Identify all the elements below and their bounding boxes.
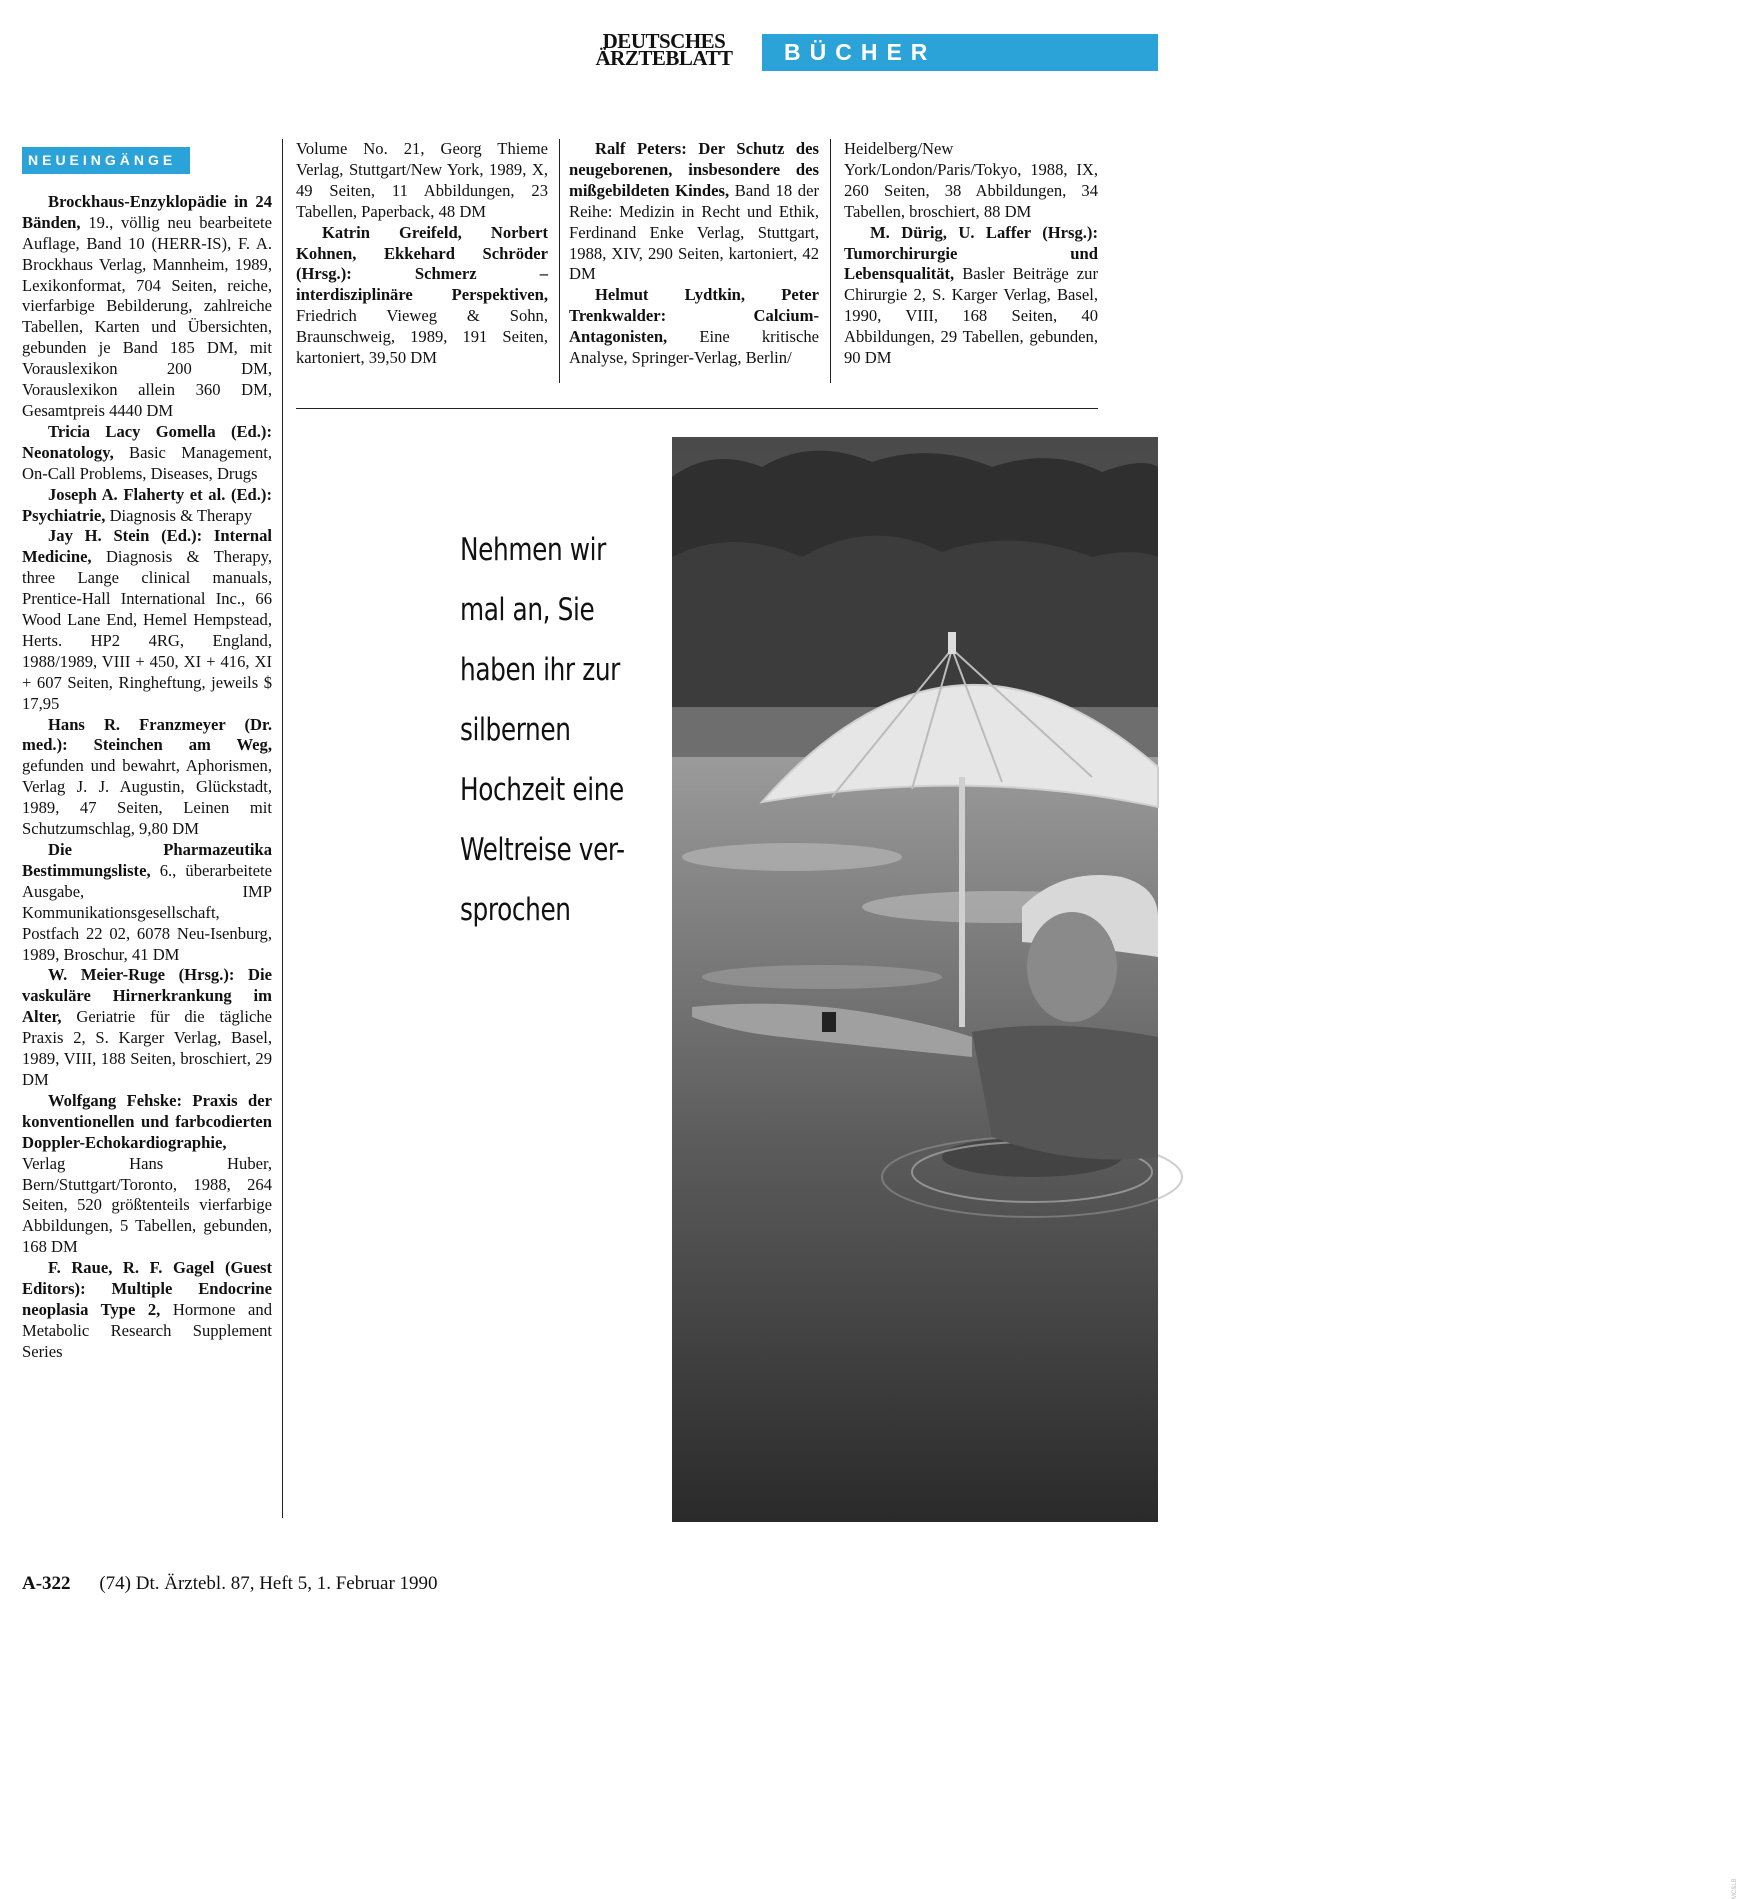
book-entry [22,422,272,485]
ad-line: Weltreise ver- [460,832,625,868]
book-title: M. Dürig, U. Laffer (Hrsg.): Tumorchirurgie und Lebensqualität, [844,222,1098,284]
section-divider [296,408,1098,409]
ad-line: Hochzeit eine [460,772,624,808]
continued-entry: Heidelberg/New York/London/Paris/Tokyo, 1988, IX, 260 Seiten, 38 Abbildungen, 34 Tabellen, broschiert, 88 DM [844,139,1098,221]
book-title: Die Pharmazeutika Bestimmungsliste, [22,840,272,880]
book-details: Hormone and Metabolic Research Supplement Series [22,1299,272,1361]
column-1 [22,147,272,1363]
masthead-logo [578,29,750,70]
book-title: Joseph A. Flaherty et al. (Ed.): Psychiatrie, [22,484,272,525]
book-entry [569,139,819,285]
book-title: Helmut Lydtkin, Peter Trenkwalder: Calcium-Antagonisten, [569,285,819,347]
book-details: Friedrich Vieweg & Sohn, Braunschweig, 1989, 191 Seiten, kartoniert, 39,50 DM [296,306,548,368]
book-details: Verlag Hans Huber, Bern/Stuttgart/Toronto, 1988, 264 Seiten, 520 größtenteils vierfarbige Abbildungen, 5 Tabellen, gebunden, 168 DM [22,1153,272,1257]
advertisement-photo [672,437,1738,1899]
book-entry [22,485,272,527]
ad-line: haben ihr zur [460,652,620,688]
book-title: Wolfgang Fehske: Praxis der konventionellen und farbcodierten Doppler-Echokardiographie, [22,1090,272,1152]
book-details: 6., überarbeitete Ausgabe, IMP Kommunikationsgesellschaft, Postfach 22 02, 6078 Neu-Isenburg, 1989, Broschur, 41 DM [22,860,272,964]
book-details: Basic Management, On-Call Problems, Diseases, Drugs [22,442,272,483]
ad-line: mal an, Sie [460,592,595,628]
photo-credit: MC&LB [1732,1878,1738,1899]
book-title: W. Meier-Ruge (Hrsg.): Die vaskuläre Hirnerkrankung im Alter, [22,965,272,1027]
section-tag: NEUEINGÄNGE [22,147,190,174]
entry-list [296,223,548,369]
masthead-line1: DEUTSCHES [602,29,726,53]
section-title-bar: BÜCHER [762,34,1158,71]
page-footer [22,1573,438,1595]
page-number: A-322 [22,1573,71,1594]
book-title: F. Raue, R. F. Gagel (Guest Editors): Multiple Endocrine neoplasia Type 2, [22,1258,272,1319]
ad-line: silbernen [460,712,571,748]
book-details: Band 18 der Reihe: Medizin in Recht und Ethik, Ferdinand Enke Verlag, Stuttgart, 1988, XIV, 290 Seiten, kartoniert, 42 DM [569,180,819,284]
book-title: Ralf Peters: Der Schutz des neugeborenen, insbesondere des mißgebildeten Kindes, [569,139,819,200]
book-entry [296,223,548,369]
ad-line: Nehmen wir [460,532,606,568]
book-title: Jay H. Stein (Ed.): Internal Medicine, [22,526,272,567]
masthead-line2: ÄRZTEBLATT [595,46,733,70]
column-4 [844,139,1098,369]
book-entry [22,526,272,714]
book-entry [22,715,272,840]
book-entry [22,1258,272,1363]
column-divider [830,139,831,383]
book-title: Hans R. Franzmeyer (Dr. med.): Steinchen am Weg, [22,714,272,755]
entry-list [569,139,819,369]
book-entry [22,192,272,422]
book-entry [22,840,272,965]
advertisement-text [460,520,628,940]
book-details: Eine kritische Analyse, Springer-Verlag, Berlin/ [569,327,819,368]
column-divider [559,139,560,383]
book-entry [22,1091,272,1258]
book-title: Brockhaus-Enzyklopädie in 24 Bänden, [22,191,272,232]
book-details: 19., völlig neu bearbeitete Auflage, Band 10 (HERR-IS), F. A. Brockhaus Verlag, Mannheim, 1989, Lexikonformat, 704 Seiten, reiche, vierfarbige Bebilderung, zahlreiche Tabellen, Karten und Übersichten, gebunden je Band 185 DM, mit Vorauslexikon 200 DM, Vorauslexikon allein 360 DM, Gesamtpreis 4440 DM [22,212,272,420]
ad-line: sprochen [460,892,571,928]
book-title: Tricia Lacy Gomella (Ed.): Neonatology, [22,421,272,462]
book-details: Geriatrie für die tägliche Praxis 2, S. Karger Verlag, Basel, 1989, VIII, 188 Seiten, broschiert, 29 DM [22,1007,272,1089]
book-details: gefunden und bewahrt, Aphorismen, Verlag J. J. Augustin, Glückstadt, 1989, 47 Seiten, Leinen mit Schutzumschlag, 9,80 DM [22,756,272,839]
column-3 [569,139,819,369]
journal-citation: (74) Dt. Ärztebl. 87, Heft 5, 1. Februar 1990 [99,1573,438,1594]
book-title: Katrin Greifeld, Norbert Kohnen, Ekkehard Schröder (Hrsg.): Schmerz – interdisziplinäre Perspektiven, [296,222,548,305]
column-2 [296,139,548,369]
column-divider [282,139,283,1518]
entry-list [22,192,272,1363]
book-details: Diagnosis & Therapy [105,505,253,525]
book-entry [22,965,272,1090]
book-entry [844,223,1098,369]
book-details: Basler Beiträge zur Chirurgie 2, S. Karger Verlag, Basel, 1990, VIII, 168 Seiten, 40 Abbildungen, 29 Tabellen, gebunden, 90 DM [844,264,1098,368]
entry-list [844,223,1098,369]
book-details: Diagnosis & Therapy, three Lange clinical manuals, Prentice-Hall International Inc., 66 Wood Lane End, Hemel Hempstead, Herts. HP2 4RG, England, 1988/1989, VIII + 450, XI + 416, XI + 607 Seiten, Ringheftung, jeweils $ 17,95 [22,547,272,713]
book-entry [569,285,819,369]
continued-entry: Volume No. 21, Georg Thieme Verlag, Stuttgart/New York, 1989, X, 49 Seiten, 11 Abbildungen, 23 Tabellen, Paperback, 48 DM [296,139,548,221]
